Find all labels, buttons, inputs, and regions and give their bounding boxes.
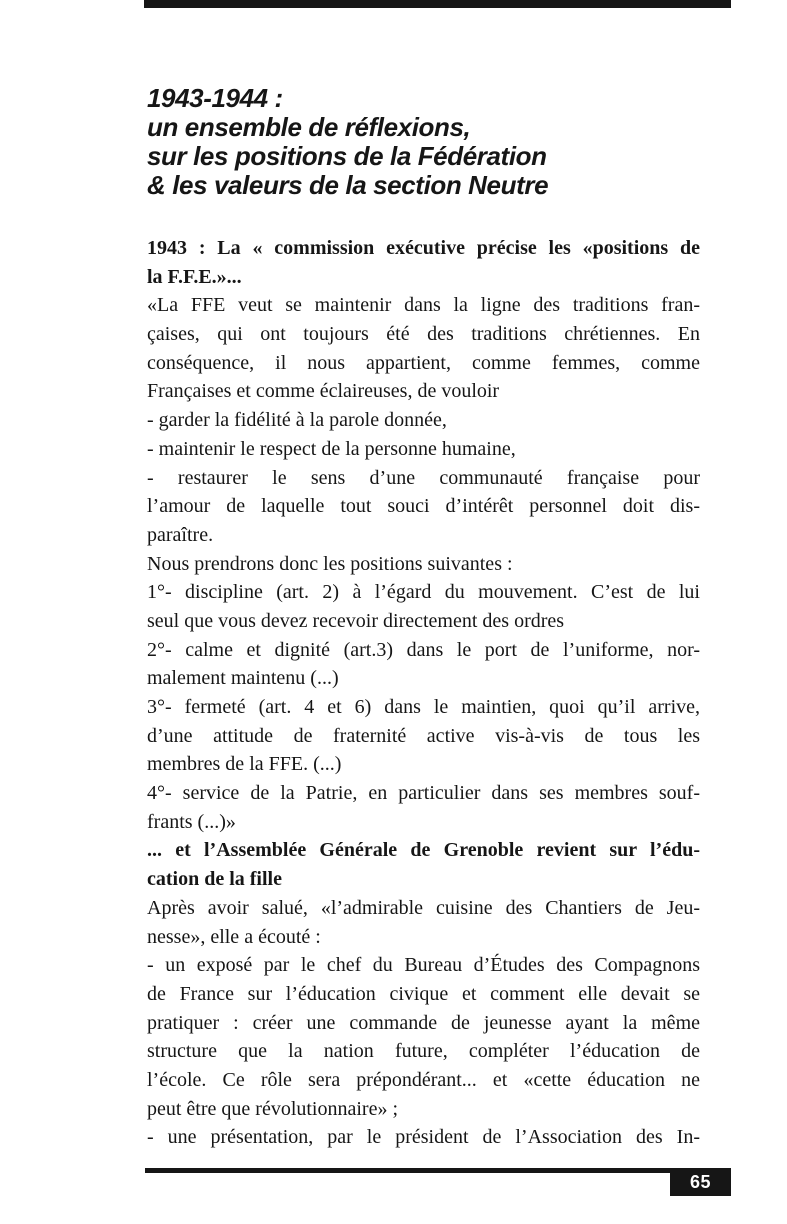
body-line: l’école. Ce rôle sera prépondérant... et «cette éducation ne — [147, 1068, 700, 1091]
body-line: 4°- service de la Patrie, en particulier dans ses membres souf- — [147, 782, 700, 805]
body-line: l’amour de laquelle tout souci d’intérêt personnel doit dis- — [147, 495, 700, 518]
body-line: membres de la FFE. (...) — [147, 753, 342, 776]
page-title-line: & les valeurs de la section Neutre — [147, 170, 549, 200]
body-line: cation de la fille — [147, 868, 282, 891]
page-number: 65 — [689, 1171, 712, 1192]
page-number-box — [670, 1168, 731, 1196]
body-line: d’une attitude de fraternité active vis-à-vis de tous les — [147, 724, 700, 747]
body-line: frants (...)» — [147, 810, 236, 833]
body-line: structure que la nation future, compléter l’éducation de — [147, 1040, 700, 1063]
body-line: nesse», elle a écouté : — [147, 925, 321, 948]
body-text — [147, 234, 700, 1152]
body-line: 2°- calme et dignité (art.3) dans le port de l’uniforme, nor- — [147, 638, 700, 661]
body-line: - garder la fidélité à la parole donnée, — [147, 409, 447, 432]
body-line: Après avoir salué, «l’admirable cuisine des Chantiers de Jeu- — [147, 896, 700, 919]
body-line: - une présentation, par le président de l’Association des In- — [147, 1126, 700, 1149]
page-title — [147, 84, 727, 200]
page-title-line: 1943-1944 : — [147, 83, 283, 113]
body-line: conséquence, il nous appartient, comme femmes, comme — [147, 351, 700, 374]
body-line: - un exposé par le chef du Bureau d’Études des Compagnons — [147, 954, 700, 977]
body-line: paraître. — [147, 523, 214, 546]
body-line: seul que vous devez recevoir directement des ordres — [147, 609, 565, 632]
body-line: la F.F.E.»... — [147, 265, 242, 288]
body-line: peut être que révolutionnaire» ; — [147, 1097, 399, 1120]
body-line: 1943 : La « commission exécutive précise les «positions de — [147, 237, 700, 259]
body-line: pratiquer : créer une commande de jeunesse ayant la même — [147, 1011, 700, 1034]
body-line: 1°- discipline (art. 2) à l’égard du mouvement. C’est de lui — [147, 581, 700, 604]
body-line: Françaises et comme éclaireuses, de vouloir — [147, 380, 500, 403]
body-line: - restaurer le sens d’une communauté française pour — [147, 466, 700, 489]
body-line: de France sur l’éducation civique et comment elle devait se — [147, 982, 700, 1005]
body-line: ... et l’Assemblée Générale de Grenoble revient sur l’édu- — [147, 839, 700, 862]
body-line: Nous prendrons donc les positions suivantes : — [147, 552, 513, 575]
top-rule — [144, 0, 731, 8]
footer-rule — [145, 1168, 670, 1173]
body-line: çaises, qui ont toujours été des traditions chrétiennes. En — [147, 323, 700, 346]
body-line: 3°- fermeté (art. 4 et 6) dans le maintien, quoi qu’il arrive, — [147, 696, 700, 718]
body-line: «La FFE veut se maintenir dans la ligne des traditions fran- — [147, 294, 700, 317]
page-title-line: un ensemble de réflexions, — [147, 112, 471, 142]
page-title-line: sur les positions de la Fédération — [147, 141, 547, 171]
body-line: - maintenir le respect de la personne humaine, — [147, 437, 516, 460]
body-line: malement maintenu (...) — [147, 667, 339, 690]
